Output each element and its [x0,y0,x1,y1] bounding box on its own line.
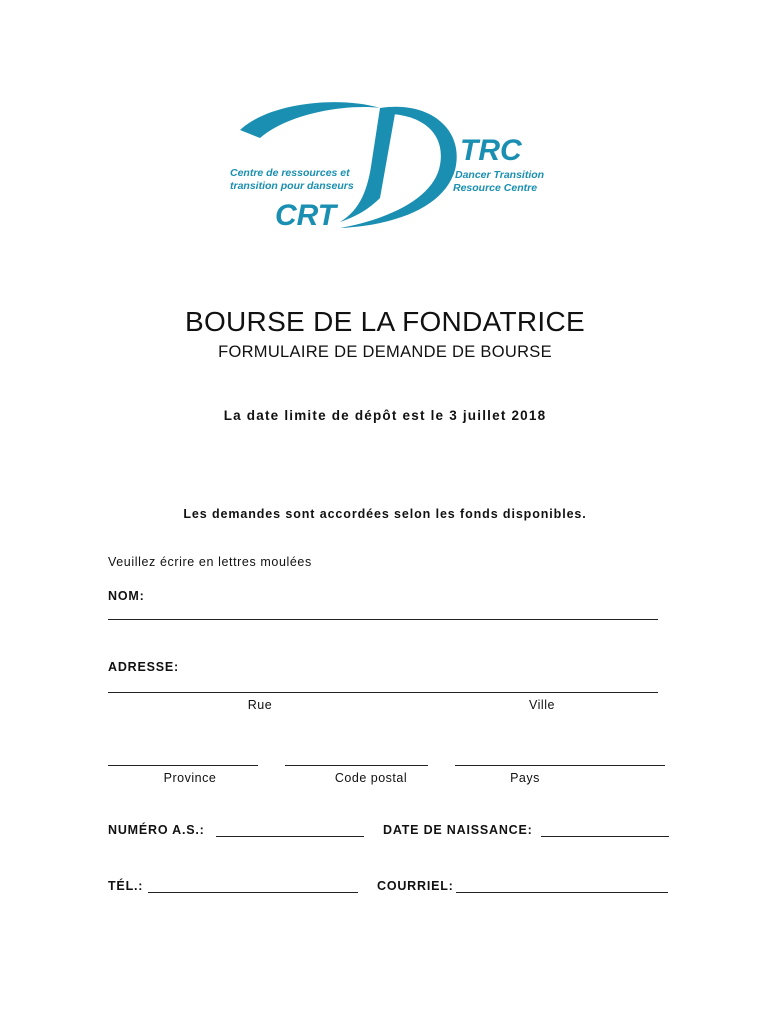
adresse-label: ADRESSE: [108,660,179,674]
logo-en-line1: Dancer Transition [455,169,545,181]
province-field[interactable] [108,765,258,766]
ville-label: Ville [529,698,555,712]
courriel-label: COURRIEL: [377,879,454,893]
nom-label: NOM: [108,589,145,603]
adresse-field[interactable] [108,692,658,693]
numero-as-label: NUMÉRO A.S.: [108,823,205,837]
pays-label: Pays [510,771,540,785]
date-naissance-field[interactable] [541,836,669,837]
logo-swoosh [240,102,380,138]
province-label: Province [163,771,217,785]
nom-field[interactable] [108,619,658,620]
logo-one [340,108,396,222]
tel-field[interactable] [148,892,358,893]
deadline-note: La date limite de dépôt est le 3 juillet 2018 [223,408,547,423]
logo-fr-line1: Centre de ressources et [230,167,350,179]
crt-trc-logo [230,90,560,230]
courriel-field[interactable] [456,892,668,893]
code-postal-label: Code postal [334,771,408,785]
pays-field[interactable] [455,765,665,766]
numero-as-field[interactable] [216,836,364,837]
page-subtitle: FORMULAIRE DE DEMANDE DE BOURSE [218,343,552,361]
logo-trc: TRC [460,134,522,167]
page-title: BOURSE DE LA FONDATRICE [184,306,585,337]
logo-crt: CRT [275,199,337,230]
rue-label: Rue [247,698,273,712]
funds-note: Les demandes sont accordées selon les fonds disponibles. [183,507,587,521]
date-naissance-label: DATE DE NAISSANCE: [383,823,533,837]
code-postal-field[interactable] [285,765,428,766]
tel-label: TÉL.: [108,879,144,893]
logo-fr-line2: transition pour danseurs [230,180,354,192]
logo-en-line2: Resource Centre [453,182,538,194]
print-instruction: Veuillez écrire en lettres moulées [108,555,312,569]
